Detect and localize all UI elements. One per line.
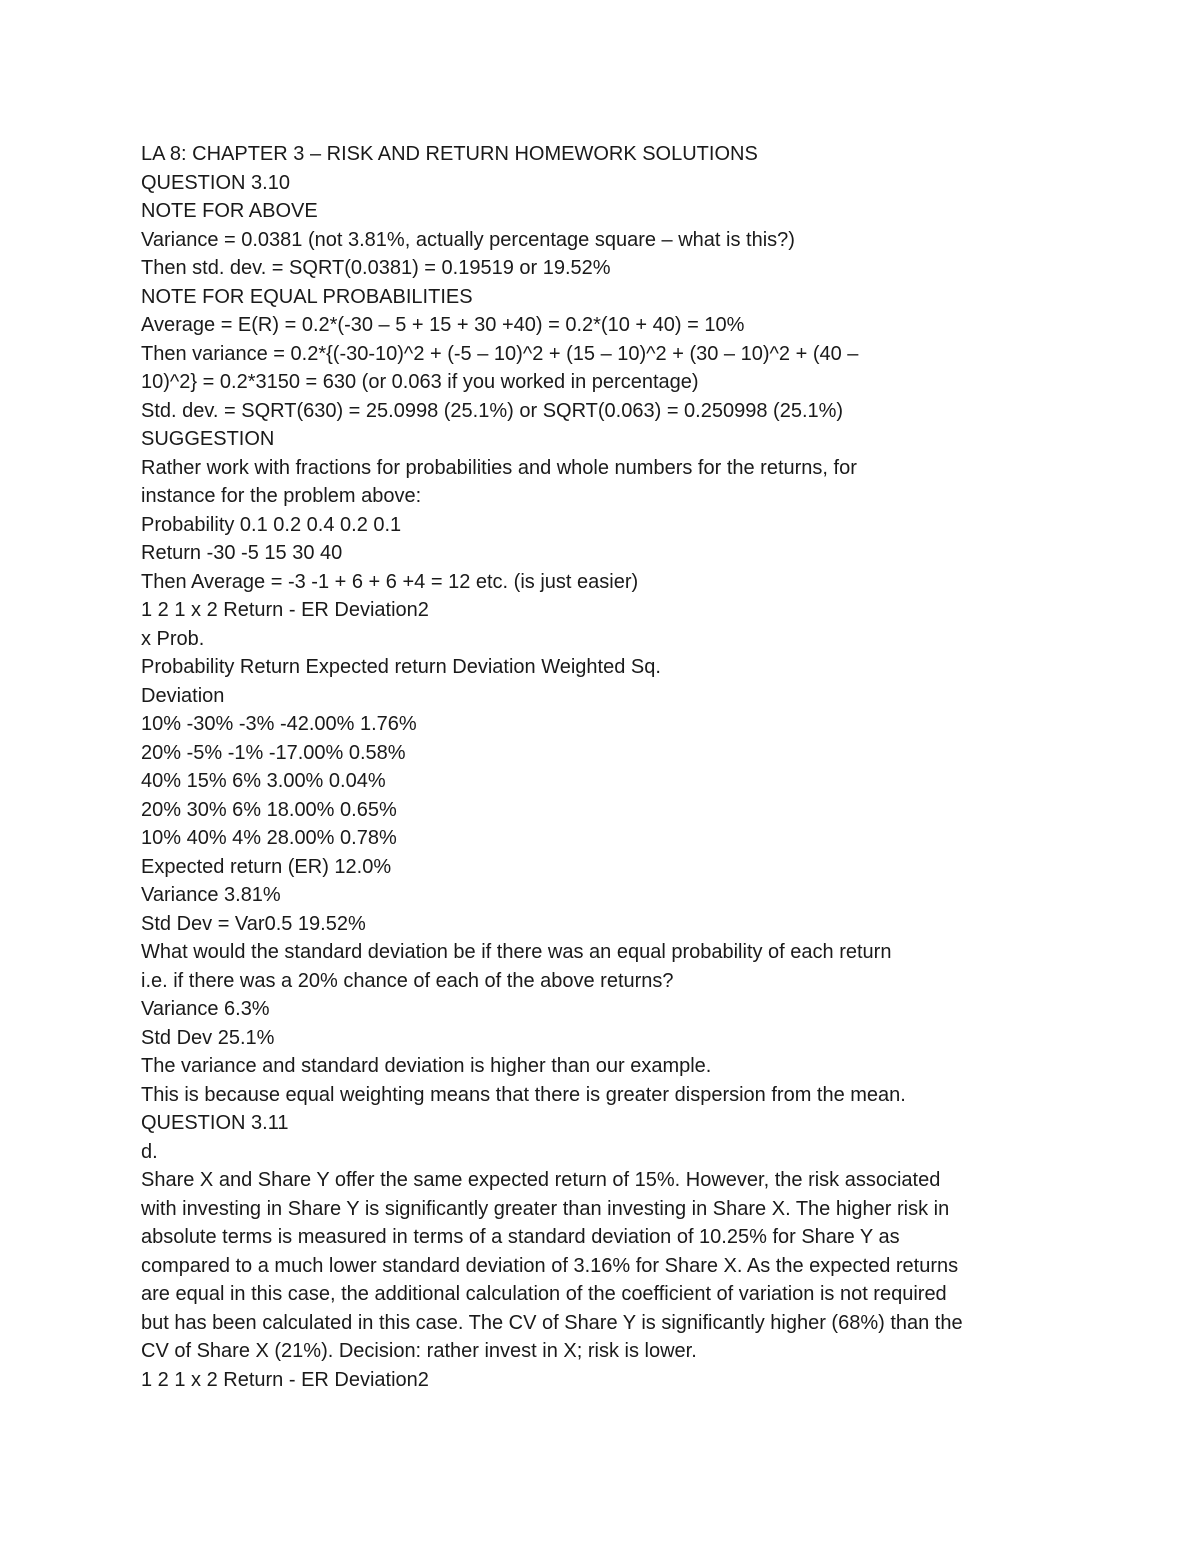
table-row: 20% -5% -1% -17.00% 0.58% <box>141 741 406 764</box>
table-header-line: Deviation <box>141 684 225 707</box>
table-row: 20% 30% 6% 18.00% 0.65% <box>141 798 397 821</box>
text-line: Average = E(R) = 0.2*(-30 – 5 + 15 + 30 +40) = 0.2*(10 + 40) = 10% <box>141 314 745 336</box>
text-line: Then Average = -3 -1 + 6 + 6 +4 = 12 etc. (is just easier) <box>141 570 639 593</box>
text-line: What would the standard deviation be if there was an equal probability of each return <box>141 941 892 963</box>
table-header-line: x Prob. <box>141 627 205 650</box>
text-line: Probability 0.1 0.2 0.4 0.2 0.1 <box>141 513 402 536</box>
text-line: with investing in Share Y is significantly greater than investing in Share X. The higher risk in <box>141 1197 950 1220</box>
summary-line: Std Dev = Var0.5 19.52% <box>141 912 366 935</box>
text-line: d. <box>141 1140 158 1163</box>
note-heading: NOTE FOR ABOVE <box>141 200 318 222</box>
text-line: i.e. if there was a 20% chance of each of the above returns? <box>141 969 674 992</box>
document-text <box>141 140 1141 1394</box>
text-line: Share X and Share Y offer the same expected return of 15%. However, the risk associated <box>141 1169 941 1191</box>
summary-line: Variance 6.3% <box>141 998 270 1020</box>
summary-line: Expected return (ER) 12.0% <box>141 855 392 878</box>
note-heading: NOTE FOR EQUAL PROBABILITIES <box>141 285 473 308</box>
text-line: Variance = 0.0381 (not 3.81%, actually percentage square – what is this?) <box>141 228 795 251</box>
text-line: Std. dev. = SQRT(630) = 25.0998 (25.1%) or SQRT(0.063) = 0.250998 (25.1%) <box>141 399 844 422</box>
table-row: 10% -30% -3% -42.00% 1.76% <box>141 713 417 735</box>
text-line: compared to a much lower standard deviation of 3.16% for Share X. As the expected returns <box>141 1254 959 1277</box>
text-line: This is because equal weighting means that there is greater dispersion from the mean. <box>141 1083 906 1106</box>
summary-line: Std Dev 25.1% <box>141 1026 275 1049</box>
text-line: Rather work with fractions for probabilities and whole numbers for the returns, for <box>141 456 857 479</box>
table-header-line: Probability Return Expected return Deviation Weighted Sq. <box>141 656 661 678</box>
section-heading: QUESTION 3.10 <box>141 171 290 194</box>
text-line: absolute terms is measured in terms of a standard deviation of 10.25% for Share Y as <box>141 1226 900 1248</box>
document-title: LA 8: CHAPTER 3 – RISK AND RETURN HOMEWORK SOLUTIONS <box>141 143 758 165</box>
text-line: CV of Share X (21%). Decision: rather invest in X; risk is lower. <box>141 1340 697 1362</box>
text-line: but has been calculated in this case. The CV of Share Y is significantly higher (68%) than the <box>141 1311 963 1334</box>
text-line: The variance and standard deviation is higher than our example. <box>141 1055 712 1077</box>
text-line: 10)^2} = 0.2*3150 = 630 (or 0.063 if you worked in percentage) <box>141 371 699 393</box>
table-header-line: 1 2 1 x 2 Return - ER Deviation2 <box>141 1368 429 1391</box>
text-line: Then variance = 0.2*{(-30-10)^2 + (-5 – 10)^2 + (15 – 10)^2 + (30 – 10)^2 + (40 – <box>141 342 859 365</box>
text-line: Then std. dev. = SQRT(0.0381) = 0.19519 or 19.52% <box>141 257 611 279</box>
table-row: 40% 15% 6% 3.00% 0.04% <box>141 770 386 792</box>
text-line: instance for the problem above: <box>141 485 422 507</box>
section-heading: QUESTION 3.11 <box>141 1112 289 1134</box>
summary-line: Variance 3.81% <box>141 884 281 906</box>
table-row: 10% 40% 4% 28.00% 0.78% <box>141 827 397 849</box>
note-heading: SUGGESTION <box>141 428 275 450</box>
table-header-line: 1 2 1 x 2 Return - ER Deviation2 <box>141 599 429 621</box>
text-line: Return -30 -5 15 30 40 <box>141 542 343 564</box>
text-line: are equal in this case, the additional calculation of the coefficient of variation is not required <box>141 1283 947 1305</box>
